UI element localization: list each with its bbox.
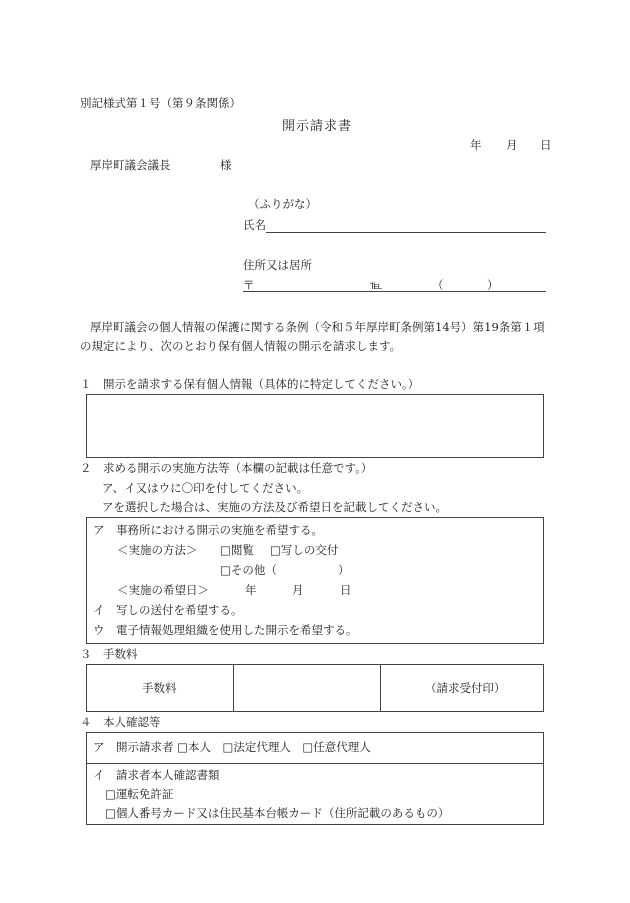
form-label: 別記様式第１号（第９条関係）	[80, 96, 241, 110]
option-a[interactable]: ア 事務所における開示の実施を希望する。	[93, 523, 323, 537]
name-label: 氏名	[243, 218, 266, 232]
tel-paren-close: ）	[487, 278, 499, 292]
fee-label: 手数料	[142, 681, 177, 695]
fee-table-divider-1	[233, 664, 234, 712]
furigana-label: （ふりがな）	[248, 197, 317, 211]
addressee: 厚岸町議会議長	[90, 158, 171, 172]
option-u[interactable]: ウ 電子情報処理組織を使用した開示を希望する。	[93, 623, 358, 637]
date-month: 月	[506, 138, 518, 152]
fee-amount-field[interactable]	[240, 670, 372, 706]
section4-heading: ４ 本人確認等	[80, 715, 161, 729]
method-other-close: ）	[338, 563, 350, 577]
address-label: 住所又は居所	[243, 258, 312, 272]
option-i[interactable]: イ 写しの送付を希望する。	[93, 603, 243, 617]
honorific: 様	[220, 158, 232, 172]
fee-table-divider-2	[380, 664, 381, 712]
requested-info-field[interactable]	[86, 394, 544, 458]
desired-date-year: 年	[245, 583, 257, 597]
identity-box-divider	[86, 763, 544, 764]
date-day: 日	[540, 138, 552, 152]
section2-note1: ア、イ又はウに〇印を付してください。	[102, 481, 309, 495]
receipt-stamp-label: （請求受付印）	[425, 681, 506, 695]
method-view-checkbox[interactable]: □閲覧	[220, 543, 254, 557]
intro-line-2: の規定により、次のとおり保有個人情報の開示を請求します。	[80, 339, 402, 353]
intro-line-1: 厚岸町議会の個人情報の保護に関する条例（令和５年厚岸町条例第14号）第19条第１項	[90, 320, 545, 334]
id-docs-label: イ 請求者本人確認書類	[93, 768, 220, 782]
doc-drivers-license-checkbox[interactable]: □運転免許証	[105, 787, 174, 801]
postal-mark: 〒	[243, 278, 255, 292]
section2-heading: ２ 求める開示の実施方法等（本欄の記載は任意です。）	[80, 461, 373, 475]
method-copy-checkbox[interactable]: □写しの交付	[270, 543, 339, 557]
tel-label: ℡	[370, 278, 383, 292]
date-year: 年	[470, 138, 482, 152]
section3-heading: ３ 手数料	[80, 647, 138, 661]
desired-date-day: 日	[340, 583, 352, 597]
name-field[interactable]	[266, 232, 546, 233]
requester-type-line[interactable]: ア 開示請求者 □本人 □法定代理人 □任意代理人	[93, 740, 371, 754]
desired-date-month: 月	[292, 583, 304, 597]
doc-id-card-checkbox[interactable]: □個人番号カード又は住民基本台帳カード（住所記載のあるもの）	[105, 806, 450, 820]
section1-heading: １ 開示を請求する保有個人情報（具体的に特定してください。）	[80, 377, 420, 391]
address-field[interactable]	[243, 291, 546, 292]
method-label: ＜実施の方法＞	[117, 543, 198, 557]
document-title: 開示請求書	[282, 119, 353, 134]
method-other-checkbox[interactable]: □その他（	[220, 563, 277, 577]
section2-note2: アを選択した場合は、実施の方法及び希望日を記載してください。	[102, 500, 447, 514]
tel-paren-open: （	[432, 278, 444, 292]
desired-date-label: ＜実施の希望日＞	[117, 583, 209, 597]
